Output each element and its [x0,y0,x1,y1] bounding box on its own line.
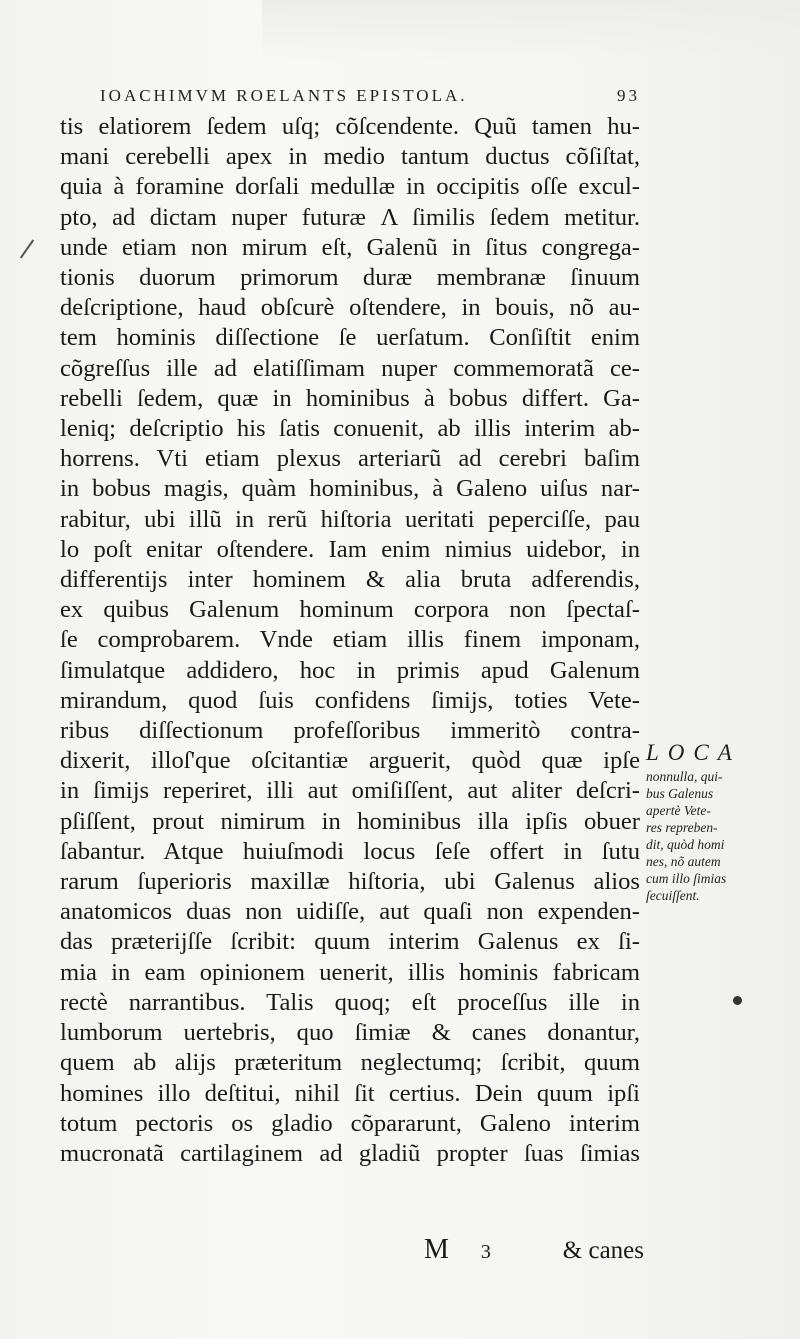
text-line: quem ab alijs præteritum neglectumq; ſcribit, quum [60,1049,640,1077]
text-line: differentijs inter hominem & alia bruta adferendis, [60,566,640,594]
margin-tick-mark [20,239,34,258]
page-number: 93 [617,86,640,105]
running-head-title: IOACHIMVM ROELANTS EPISTOLA. [100,86,468,105]
text-line: mani cerebelli apex in medio tantum ductus cõſiſtat, [60,143,640,171]
text-line: ſe comprobarem. Vnde etiam illis finem imponam, [60,626,640,654]
text-line: lo poſt enitar oſtendere. Iam enim nimius uidebor, in [60,535,640,563]
text-line: unde etiam non mirum eſt, Galenũ in ſitus congrega- [60,233,640,261]
margin-note-line: dit, quòd homi [646,837,725,852]
text-line: tis elatiorem ſedem uſq; cõſcendente. Quũ tamen hu- [60,113,640,140]
margin-note-heading: LOCA [646,740,741,765]
text-line: rectè narrantibus. Talis quoq; eſt proceſſus ille in [60,988,640,1016]
text-line: ſabantur. Atque huiuſmodi locus ſeſe offert in ſutu [60,837,640,865]
text-line: ex quibus Galenum hominum corpora non ſpectaſ- [60,596,640,624]
ink-spot [733,996,742,1005]
text-line: homines illo deſtitui, nihil ſit certius. Dein quum ipſi [60,1079,640,1107]
signature-mark: M [424,1234,449,1265]
text-line: tionis duorum primorum duræ membranæ ſinuum [60,264,640,292]
text-line: das præterijſſe ſcribit: quum interim Galenus ex ſi- [60,928,640,956]
text-line: quia à foramine dorſali medullæ in occipitis oſſe excul- [60,173,640,201]
text-line: mirandum, quod ſuis confidens ſimijs, toties Vete- [60,686,640,714]
text-line: in ſimijs reperiret, illi aut omiſiſſent, aut aliter deſcri- [60,777,640,805]
text-line: rebelli ſedem, quæ in hominibus à bobus differt. Ga- [60,384,640,412]
text-line: leniq; deſcriptio his ſatis conuenit, ab illis interim ab- [60,415,640,443]
text-line: totum pectoris os gladio cõpararunt, Galeno interim [60,1109,640,1137]
text-line: mucronatã cartilaginem ad gladiũ propter ſuas ſimias [60,1139,640,1167]
text-line: in bobus magis, quàm hominibus, à Galeno uiſus nar- [60,475,640,503]
margin-note-line: ſecuiſſent. [646,888,700,903]
running-head [100,86,640,106]
paper-shading [262,0,800,60]
text-line: cõgreſſus ille ad elatiſſimam nuper commemoratã ce- [60,354,640,382]
catchword: & canes [562,1237,644,1264]
page-footer [424,1234,644,1266]
text-line: pſiſſent, prout nimirum in hominibus illa ipſis obuer [60,807,640,835]
margin-note-line: nonnulla, qui- [646,769,723,784]
margin-note-line: apertè Vete- [646,803,711,818]
margin-note [646,740,764,904]
text-line: ribus diſſectionum profeſſoribus immeritò contra- [60,717,640,745]
text-line: anatomicos duas non uidiſſe, aut quaſi non expenden- [60,898,640,926]
margin-note-line: res repreben- [646,820,718,835]
text-line: rabitur, ubi illũ in rerũ hiſtoria ueritati peperciſſe, pau [60,505,640,533]
text-line: rarum ſuperioris maxillæ hiſtoria, ubi Galenus alios [60,868,640,896]
margin-note-line: nes, nõ autem [646,854,721,869]
text-line: dixerit, illoſ'que oſcitantiæ arguerit, quòd quæ ipſe [60,747,640,775]
margin-note-line: bus Galenus [646,786,714,801]
text-line: tem hominis diſſectione ſe uerſatum. Conſiſtit enim [60,324,640,352]
text-line: horrens. Vti etiam plexus arteriarũ ad cerebri baſim [60,445,640,473]
text-line: mia in eam opinionem uenerit, illis hominis fabricam [60,958,640,986]
text-line: pto, ad dictam nuper futuræ Λ ſimilis ſedem metitur. [60,203,640,231]
margin-note-line: cum illo ſimias [646,871,727,886]
signature-number: 3 [480,1241,491,1263]
body-text [60,112,640,1169]
text-line: ſimulatque addidero, hoc in primis apud Galenum [60,656,640,684]
text-line: deſcriptione, haud obſcurè oſtendere, in bouis, nõ au- [60,294,640,322]
text-line: lumborum uertebris, quo ſimiæ & canes donantur, [60,1019,640,1047]
